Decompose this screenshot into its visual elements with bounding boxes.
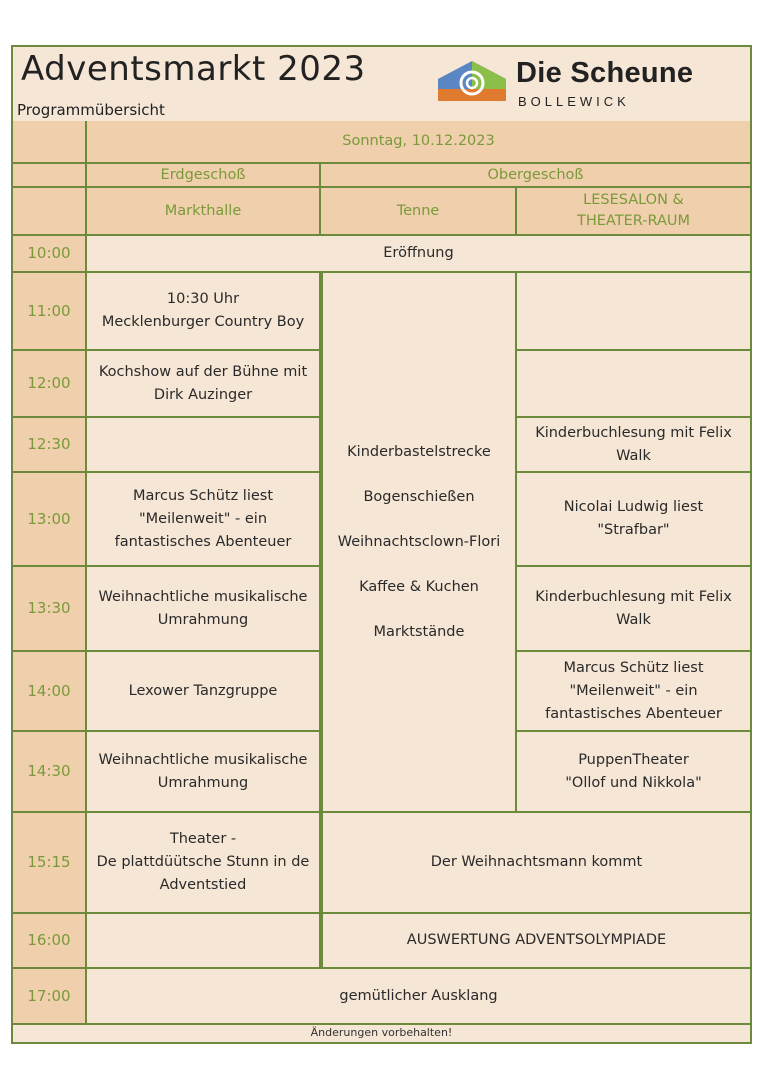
lesesalon-event: Marcus Schütz liest "Meilenweit" - ein fantastisches Abenteuer <box>517 652 750 732</box>
room-header-lesesalon: LESESALON & THEATER-RAUM <box>517 188 750 236</box>
time-cell: 17:00 <box>13 969 87 1025</box>
floor-header-ground: Erdgeschoß <box>87 164 321 188</box>
time-cell: 16:00 <box>13 914 87 969</box>
program-sheet <box>11 45 752 1044</box>
markthalle-event: Weihnachtliche musikalische Umrahmung <box>87 732 321 813</box>
footer-note: Änderungen vorbehalten! <box>310 1026 453 1039</box>
time-cell: 12:00 <box>13 351 87 418</box>
markthalle-event: 10:30 Uhr Mecklenburger Country Boy <box>87 273 321 351</box>
lesesalon-event <box>517 273 750 351</box>
time-cell: 11:00 <box>13 273 87 351</box>
markthalle-event: Theater - De plattdüütsche Stunn in de Adventstied <box>87 813 321 914</box>
corner-cell <box>13 121 87 164</box>
markthalle-event <box>87 418 321 473</box>
time-cell: 13:00 <box>13 473 87 567</box>
time-cell: 10:00 <box>13 236 87 273</box>
lesesalon-event: Kinderbuchlesung mit Felix Walk <box>517 418 750 473</box>
page-title: Adventsmarkt 2023 <box>21 49 366 89</box>
opening-event: Eröffnung <box>87 236 750 273</box>
markthalle-event: Lexower Tanzgruppe <box>87 652 321 732</box>
logo-name: Die Scheune <box>516 57 694 89</box>
logo-location: BOLLEWICK <box>518 94 630 109</box>
logo <box>436 55 736 110</box>
markthalle-event: Weihnachtliche musikalische Umrahmung <box>87 567 321 652</box>
lesesalon-event: Kinderbuchlesung mit Felix Walk <box>517 567 750 652</box>
closing-event: gemütlicher Ausklang <box>87 969 750 1025</box>
olympiade-event: AUSWERTUNG ADVENTSOLYMPIADE <box>320 914 750 969</box>
corner-cell <box>13 164 87 188</box>
markthalle-event <box>87 914 321 969</box>
time-cell: 14:30 <box>13 732 87 813</box>
markthalle-event: Kochshow auf der Bühne mit Dirk Auzinger <box>87 351 321 418</box>
floor-header-upper: Obergeschoß <box>321 164 750 188</box>
time-cell: 12:30 <box>13 418 87 473</box>
markthalle-event: Marcus Schütz liest "Meilenweit" - ein fantastisches Abenteuer <box>87 473 321 567</box>
lesesalon-event: PuppenTheater "Ollof und Nikkola" <box>517 732 750 813</box>
tenne-activities <box>320 273 517 813</box>
tenne-activity: Kinderbastelstrecke <box>347 443 491 460</box>
time-cell: 15:15 <box>13 813 87 914</box>
santa-event: Der Weihnachtsmann kommt <box>320 813 750 914</box>
corner-cell <box>13 188 87 236</box>
barn-logo-icon <box>436 59 508 105</box>
page-subtitle: Programmübersicht <box>17 101 165 119</box>
time-cell: 14:00 <box>13 652 87 732</box>
tenne-activity: Kaffee & Kuchen <box>359 578 479 595</box>
tenne-activity: Weihnachtsclown-Flori <box>337 533 501 550</box>
time-cell: 13:30 <box>13 567 87 652</box>
tenne-activity: Marktstände <box>373 623 465 640</box>
room-header-tenne: Tenne <box>321 188 517 236</box>
lesesalon-event <box>517 351 750 418</box>
lesesalon-event: Nicolai Ludwig liest "Strafbar" <box>517 473 750 567</box>
day-header: Sonntag, 10.12.2023 <box>87 121 750 164</box>
room-header-markthalle: Markthalle <box>87 188 321 236</box>
tenne-activity: Bogenschießen <box>363 488 475 505</box>
